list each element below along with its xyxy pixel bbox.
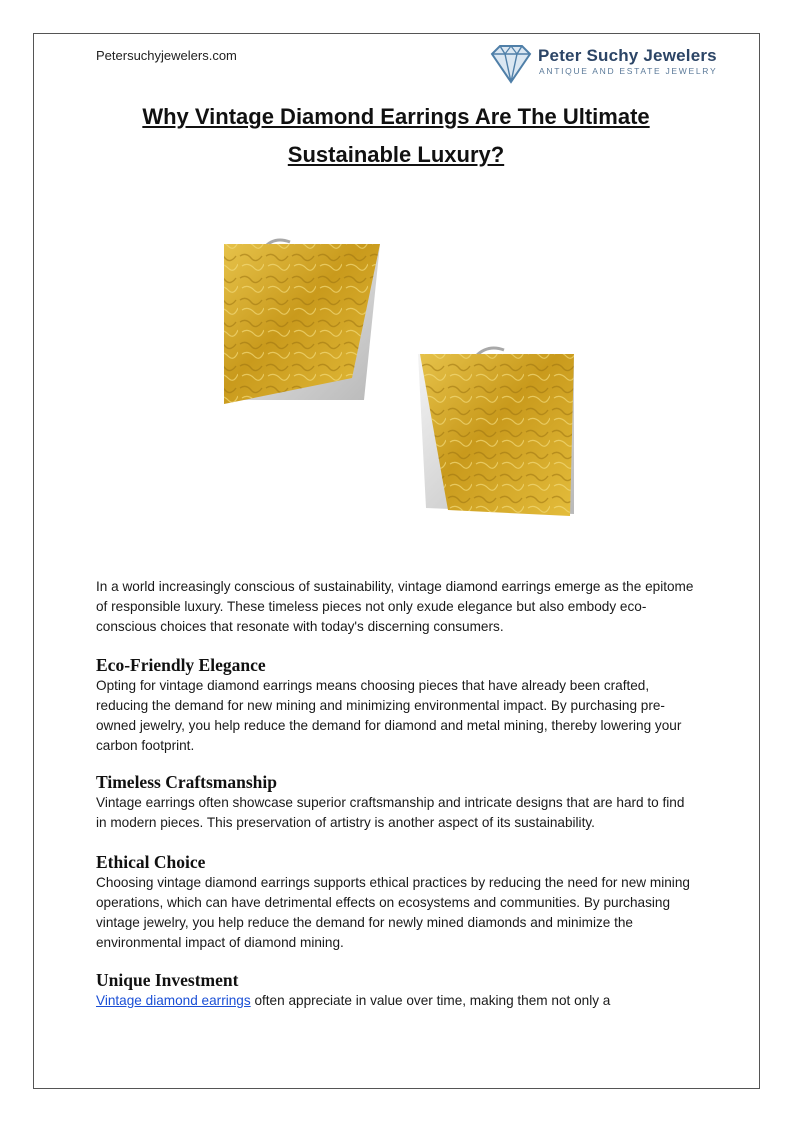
earring-right [418,348,574,516]
diamond-logo-icon [488,44,534,84]
earring-left [224,240,380,404]
intro-paragraph: In a world increasingly conscious of sustainability, vintage diamond earrings emerge as the epitome of responsible luxury. These timeless pieces not only exude elegance but also embody eco-conscious choices that resonate with today's discerning consumers. [96,579,694,634]
section-heading-craft: Timeless Craftsmanship [96,772,278,792]
vintage-earrings-link[interactable]: Vintage diamond earrings [96,993,251,1008]
section-heading-ethical: Ethical Choice [96,852,206,872]
section-heading-investment: Unique Investment [96,970,239,990]
brand-logo[interactable] [488,44,718,84]
logo-name: Peter Suchy Jewelers [538,46,717,65]
section-heading-eco: Eco-Friendly Elegance [96,655,266,675]
section-text-ethical: Choosing vintage diamond earrings supports ethical practices by reducing the need for new mining operations, which can have detrimental effects on ecosystems and communities. By purchasing vintage jewelry, you help reduce the demand for newly mined diamonds and minimize the environmental impact of diamond mining. [96,875,690,950]
section-text-eco: Opting for vintage diamond earrings means choosing pieces that have already been crafted, reducing the demand for new mining and minimizing environmental impact. By purchasing pre-owned jewelry, you help reduce the demand for diamond and metal mining, thereby lowering your carbon footprint. [96,678,682,753]
earrings-photo [212,228,592,528]
page-title: Why Vintage Diamond Earrings Are The Ultimate Sustainable Luxury? [142,104,650,167]
section-text-investment [96,991,696,1011]
logo-tagline: ANTIQUE AND ESTATE JEWELRY [539,66,718,76]
investment-text: often appreciate in value over time, making them not only a [250,993,611,1008]
section-text-craft: Vintage earrings often showcase superior craftsmanship and intricate designs that are hard to find in modern pieces. This preservation of artistry is another aspect of its sustainability. [96,795,685,830]
site-url: Petersuchyjewelers.com [96,48,237,63]
